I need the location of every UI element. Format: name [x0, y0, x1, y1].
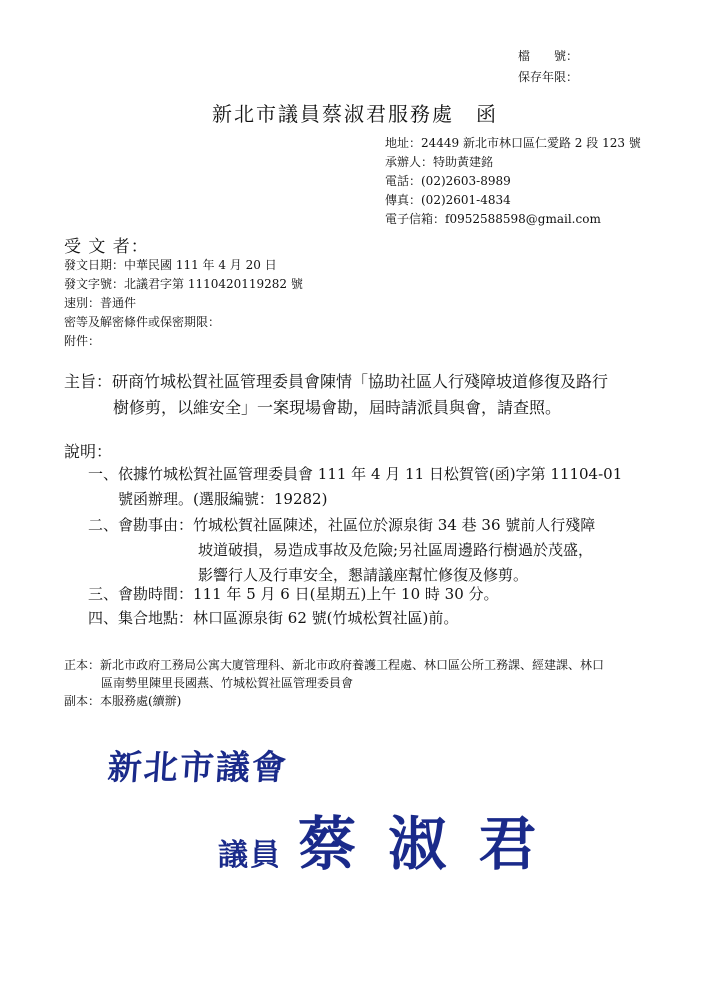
phone: 電話：(02)2603-8989 [385, 174, 511, 188]
list-item [88, 462, 622, 486]
fax: 傳真：(02)2601-4834 [385, 193, 511, 207]
item-heading: 會勘事由： [118, 516, 194, 534]
item-number: 一、 [88, 465, 119, 483]
item-number: 二、 [88, 516, 119, 534]
attachment: 附件： [64, 334, 101, 348]
subject-line-2: 樹修剪，以維安全」一案現場會勘，屆時請派員與會，請查照。 [113, 398, 562, 417]
security-class: 密等及解密條件或保密期限： [64, 315, 221, 329]
list-item [88, 513, 595, 537]
explanation-label: 說明： [64, 442, 113, 461]
list-item [88, 606, 458, 630]
main-recipients-line-2: 區南勢里陳里長國燕、竹城松賀社區管理委員會 [101, 676, 354, 690]
main-recipients-line-1: 正本：新北市政府工務局公寓大廈管理科、新北市政府養護工程處、林口區公所工務課、經建課、林口 [64, 658, 605, 672]
speed-class: 速別：普通件 [64, 296, 137, 310]
council-seal-text: 新北市議會 [106, 748, 290, 788]
handler: 承辦人：特助黃建銘 [385, 155, 494, 169]
item-line: 號函辦理。(選服編號：19282) [118, 490, 328, 508]
copy-recipients: 副本：本服務處(續辦) [64, 694, 182, 708]
item-line: 影響行人及行車安全，懇請議座幫忙修復及修剪。 [198, 566, 529, 584]
subject-line-1: 主旨：研商竹城松賀社區管理委員會陳情「協助社區人行殘障坡道修復及路行 [64, 372, 609, 391]
councilor-title-seal: 議員 [218, 838, 282, 873]
item-number: 三、 [88, 585, 119, 603]
item-line: 林口區源泉街 62 號(竹城松賀社區)前。 [193, 609, 459, 627]
item-line: 坡道破損，易造成事故及危險;另社區周邊路行樹過於茂盛， [198, 541, 594, 559]
item-line: 111 年 5 月 6 日(星期五)上午 10 時 30 分。 [193, 585, 499, 603]
item-number: 四、 [88, 609, 119, 627]
item-heading: 集合地點： [118, 609, 194, 627]
address: 地址：24449 新北市林口區仁愛路 2 段 123 號 [385, 136, 641, 150]
document-title: 新北市議員蔡淑君服務處 函 [212, 102, 498, 126]
item-line: 竹城松賀社區陳述，社區位於源泉街 34 巷 36 號前人行殘障 [193, 516, 596, 534]
email: 電子信箱：f0952588598@gmail.com [385, 212, 601, 226]
distribution-block [64, 656, 604, 710]
list-item [88, 582, 499, 606]
contact-block [385, 134, 641, 229]
file-number-label: 檔 號： [518, 49, 579, 63]
retention-period-label: 保存年限： [518, 70, 579, 84]
issue-date: 發文日期：中華民國 111 年 4 月 20 日 [64, 258, 277, 272]
document-number: 發文字號：北議君字第 1110420119282 號 [64, 277, 303, 291]
meta-block [64, 256, 303, 351]
item-heading: 會勘時間： [118, 585, 194, 603]
councilor-name-seal: 蔡 淑 君 [298, 810, 543, 878]
item-line: 依據竹城松賀社區管理委員會 111 年 4 月 11 日松賀管(函)字第 11104-01 [118, 465, 623, 483]
recipient-label: 受 文 者： [64, 237, 149, 257]
